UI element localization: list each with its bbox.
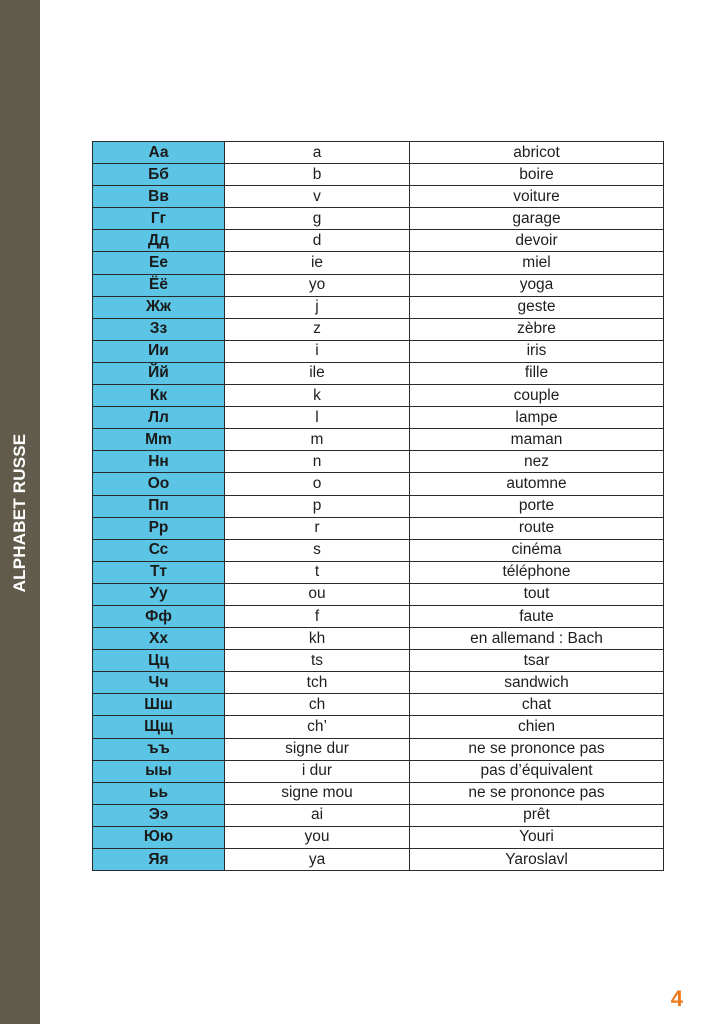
table-row xyxy=(93,672,664,694)
table-row xyxy=(93,849,664,871)
page-number: 4 xyxy=(670,986,683,1011)
example-word-cell: tsar xyxy=(410,650,664,672)
example-word-cell: tout xyxy=(410,583,664,605)
cyrillic-letter-cell: Уу xyxy=(93,583,225,605)
transliteration-cell: v xyxy=(225,186,410,208)
example-word-cell: miel xyxy=(410,252,664,274)
cyrillic-letter-cell: Кк xyxy=(93,385,225,407)
example-word-cell: sandwich xyxy=(410,672,664,694)
transliteration-cell: ch xyxy=(225,694,410,716)
cyrillic-letter-cell: Йй xyxy=(93,362,225,384)
example-word-cell: couple xyxy=(410,385,664,407)
table-row xyxy=(93,164,664,186)
cyrillic-letter-cell: Вв xyxy=(93,186,225,208)
cyrillic-letter-cell: Ёё xyxy=(93,274,225,296)
example-word-cell: voiture xyxy=(410,186,664,208)
example-word-cell: abricot xyxy=(410,142,664,164)
example-word-cell: chat xyxy=(410,694,664,716)
transliteration-cell: g xyxy=(225,208,410,230)
example-word-cell: pas d’équivalent xyxy=(410,760,664,782)
example-word-cell: prêt xyxy=(410,804,664,826)
transliteration-cell: s xyxy=(225,539,410,561)
cyrillic-letter-cell: Ии xyxy=(93,340,225,362)
example-word-cell: Youri xyxy=(410,826,664,848)
example-word-cell: route xyxy=(410,517,664,539)
transliteration-cell: t xyxy=(225,561,410,583)
example-word-cell: cinéma xyxy=(410,539,664,561)
example-word-cell: ne se prononce pas xyxy=(410,782,664,804)
table-row xyxy=(93,451,664,473)
transliteration-cell: b xyxy=(225,164,410,186)
transliteration-cell: z xyxy=(225,318,410,340)
cyrillic-letter-cell: Рр xyxy=(93,517,225,539)
cyrillic-letter-cell: Ээ xyxy=(93,804,225,826)
table-row xyxy=(93,385,664,407)
table-row xyxy=(93,208,664,230)
cyrillic-letter-cell: Сс xyxy=(93,539,225,561)
example-word-cell: chien xyxy=(410,716,664,738)
cyrillic-letter-cell: ыы xyxy=(93,760,225,782)
table-row xyxy=(93,517,664,539)
cyrillic-letter-cell: Шш xyxy=(93,694,225,716)
transliteration-cell: ya xyxy=(225,849,410,871)
sidebar xyxy=(0,0,40,1024)
transliteration-cell: signe mou xyxy=(225,782,410,804)
cyrillic-letter-cell: Щщ xyxy=(93,716,225,738)
transliteration-cell: ile xyxy=(225,362,410,384)
transliteration-cell: m xyxy=(225,429,410,451)
table-row xyxy=(93,694,664,716)
example-word-cell: nez xyxy=(410,451,664,473)
cyrillic-letter-cell: Аа xyxy=(93,142,225,164)
sidebar-title: ALPHABET RUSSE xyxy=(10,433,29,593)
cyrillic-letter-cell: ъъ xyxy=(93,738,225,760)
transliteration-cell: kh xyxy=(225,628,410,650)
example-word-cell: Yaroslavl xyxy=(410,849,664,871)
table-row xyxy=(93,760,664,782)
cyrillic-letter-cell: Хх xyxy=(93,628,225,650)
table-row xyxy=(93,782,664,804)
table-row xyxy=(93,716,664,738)
table-row xyxy=(93,561,664,583)
transliteration-cell: ts xyxy=(225,650,410,672)
example-word-cell: iris xyxy=(410,340,664,362)
example-word-cell: garage xyxy=(410,208,664,230)
example-word-cell: maman xyxy=(410,429,664,451)
table-row xyxy=(93,340,664,362)
cyrillic-letter-cell: Юю xyxy=(93,826,225,848)
cyrillic-letter-cell: Оо xyxy=(93,473,225,495)
example-word-cell: ne se prononce pas xyxy=(410,738,664,760)
transliteration-cell: ou xyxy=(225,583,410,605)
alphabet-table xyxy=(92,141,664,871)
transliteration-cell: i xyxy=(225,340,410,362)
cyrillic-letter-cell: Чч xyxy=(93,672,225,694)
transliteration-cell: you xyxy=(225,826,410,848)
transliteration-cell: tch xyxy=(225,672,410,694)
table-row xyxy=(93,583,664,605)
transliteration-cell: f xyxy=(225,605,410,627)
transliteration-cell: i dur xyxy=(225,760,410,782)
transliteration-cell: o xyxy=(225,473,410,495)
example-word-cell: yoga xyxy=(410,274,664,296)
cyrillic-letter-cell: Бб xyxy=(93,164,225,186)
cyrillic-letter-cell: ьь xyxy=(93,782,225,804)
example-word-cell: zèbre xyxy=(410,318,664,340)
transliteration-cell: ch’ xyxy=(225,716,410,738)
cyrillic-letter-cell: Лл xyxy=(93,407,225,429)
table-row xyxy=(93,274,664,296)
table-row xyxy=(93,407,664,429)
transliteration-cell: j xyxy=(225,296,410,318)
table-row xyxy=(93,473,664,495)
example-word-cell: fille xyxy=(410,362,664,384)
table-row xyxy=(93,605,664,627)
transliteration-cell: yo xyxy=(225,274,410,296)
table-row xyxy=(93,318,664,340)
table-row xyxy=(93,362,664,384)
table-row xyxy=(93,186,664,208)
cyrillic-letter-cell: Жж xyxy=(93,296,225,318)
example-word-cell: téléphone xyxy=(410,561,664,583)
transliteration-cell: r xyxy=(225,517,410,539)
table-row xyxy=(93,296,664,318)
transliteration-cell: p xyxy=(225,495,410,517)
table-row xyxy=(93,628,664,650)
cyrillic-letter-cell: Зз xyxy=(93,318,225,340)
cyrillic-letter-cell: Мm xyxy=(93,429,225,451)
table-row xyxy=(93,495,664,517)
cyrillic-letter-cell: Дд xyxy=(93,230,225,252)
table-row xyxy=(93,650,664,672)
example-word-cell: lampe xyxy=(410,407,664,429)
cyrillic-letter-cell: Пп xyxy=(93,495,225,517)
transliteration-cell: a xyxy=(225,142,410,164)
table-row xyxy=(93,230,664,252)
example-word-cell: en allemand : Bach xyxy=(410,628,664,650)
transliteration-cell: l xyxy=(225,407,410,429)
table-row xyxy=(93,804,664,826)
cyrillic-letter-cell: Нн xyxy=(93,451,225,473)
transliteration-cell: ie xyxy=(225,252,410,274)
example-word-cell: porte xyxy=(410,495,664,517)
example-word-cell: geste xyxy=(410,296,664,318)
cyrillic-letter-cell: Фф xyxy=(93,605,225,627)
transliteration-cell: d xyxy=(225,230,410,252)
cyrillic-letter-cell: Гг xyxy=(93,208,225,230)
alphabet-table-body xyxy=(93,142,664,871)
cyrillic-letter-cell: Тт xyxy=(93,561,225,583)
transliteration-cell: n xyxy=(225,451,410,473)
table-row xyxy=(93,252,664,274)
table-row xyxy=(93,429,664,451)
table-row xyxy=(93,826,664,848)
transliteration-cell: signe dur xyxy=(225,738,410,760)
transliteration-cell: k xyxy=(225,385,410,407)
transliteration-cell: ai xyxy=(225,804,410,826)
table-row xyxy=(93,539,664,561)
cyrillic-letter-cell: Цц xyxy=(93,650,225,672)
cyrillic-letter-cell: Яя xyxy=(93,849,225,871)
example-word-cell: automne xyxy=(410,473,664,495)
table-row xyxy=(93,142,664,164)
cyrillic-letter-cell: Ее xyxy=(93,252,225,274)
example-word-cell: faute xyxy=(410,605,664,627)
example-word-cell: boire xyxy=(410,164,664,186)
example-word-cell: devoir xyxy=(410,230,664,252)
table-row xyxy=(93,738,664,760)
